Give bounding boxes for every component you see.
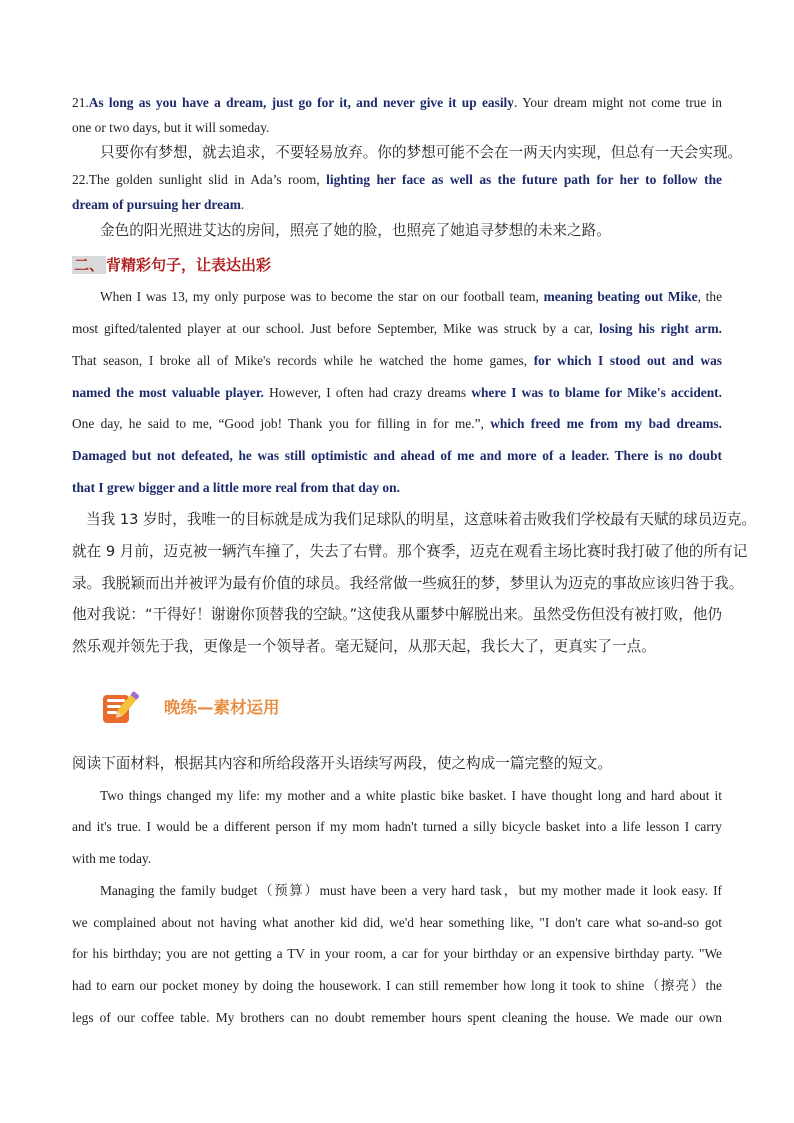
notebook-pencil-icon	[101, 688, 139, 726]
story-highlight: where I was to blame for Mike's accident.	[471, 385, 722, 400]
story-text: , the	[697, 289, 723, 304]
highlight-sentence: lighting her face as well as the future path for her to follow the	[326, 172, 722, 187]
passage-p2-line-2: we complained about not having what another kid did, we'd hear something like, "I don't care what so-and-so got	[72, 915, 722, 930]
story-zh-line-1: 当我 13 岁时，我唯一的目标就是成为我们足球队的明星，这意味着击败我们学校最有天赋的球员迈克。	[86, 511, 756, 528]
passage-p1-line-3: with me today.	[72, 851, 152, 866]
passage-p1-line-1: Two things changed my life: my mother and a white plastic bike basket. I have thought long and hard about it	[100, 788, 722, 803]
story-highlight: for which I stood out and was	[533, 353, 722, 368]
passage-p2-line-3: for his birthday; you are not getting a TV in your room, a car for your birthday or an expensive birthday party. "We	[72, 946, 722, 961]
story-zh-line-2: 就在 9 月前，迈克被一辆汽车撞了，失去了右臂。那个赛季，迈克在观看主场比赛时我打破了他的所有记	[72, 543, 748, 560]
item-22-line-1	[72, 170, 722, 190]
story-text: However, I often had crazy dreams	[263, 385, 472, 400]
story-text: That season, I broke all of Mike's records while he watched the home games,	[72, 353, 534, 368]
sentence-text: . Your dream might not come true in	[513, 95, 722, 110]
story-highlight: that I grew bigger and a little more real from that day on.	[72, 480, 400, 495]
story-zh-line-3: 录。我脱颖而出并被评为最有价值的球员。我经常做一些疯狂的梦，梦里认为迈克的事故应该归咎于我。	[72, 575, 744, 592]
section-heading	[72, 254, 271, 278]
story-line-1	[100, 287, 722, 307]
story-line-5	[72, 414, 722, 434]
story-highlight: meaning beating out Mike	[543, 289, 698, 304]
passage-p1-line-2: and it's true. I would be a different person if my mom hadn't turned a silly bicycle basket into a life lesson I carry	[72, 819, 722, 834]
item-21-line-2: one or two days, but it will someday.	[72, 120, 270, 135]
story-line-4	[72, 383, 722, 403]
item-21-translation: 只要你有梦想，就去追求，不要轻易放弃。你的梦想可能不会在一两天内实现，但总有一天会实现。	[100, 144, 743, 161]
story-highlight: named the most valuable player.	[72, 385, 264, 400]
sentence-text: The golden sunlight slid in Ada’s room,	[88, 172, 327, 187]
story-zh-line-4: 他对我说：“干得好！谢谢你顶替我的空缺。”这使我从噩梦中解脱出来。虽然受伤但没有被打败，他仍	[72, 606, 722, 623]
story-zh-line-5: 然乐观并领先于我，更像是一个领导者。毫无疑问，从那天起，我长大了，更真实了一点。	[72, 638, 656, 655]
story-highlight: Damaged but not defeated, he was still optimistic and ahead of me and more of a leader. There is no doubt	[72, 448, 722, 463]
instruction-text: 阅读下面材料，根据其内容和所给段落开头语续写两段，使之构成一篇完整的短文。	[72, 755, 612, 772]
item-22-translation: 金色的阳光照进艾达的房间，照亮了她的脸，也照亮了她追寻梦想的未来之路。	[100, 222, 611, 239]
item-21-line-1	[72, 93, 722, 113]
story-text: When I was 13, my only purpose was to become the star on our football team,	[100, 289, 544, 304]
story-text: most gifted/talented player at our school. Just before September, Mike was struck by a car,	[72, 321, 599, 336]
story-line-2	[72, 319, 722, 339]
story-line-7	[72, 478, 722, 498]
passage-p2-line-1: Managing the family budget（预算）must have been a very hard task，but my mother made it look easy. If	[100, 883, 722, 898]
story-highlight: which freed me from my bad dreams.	[490, 416, 722, 431]
story-line-6	[72, 446, 722, 466]
story-text: One day, he said to me, “Good job! Thank you for filling in for me.”,	[72, 416, 491, 431]
item-number: 22.	[72, 172, 89, 187]
sentence-text: .	[240, 197, 245, 212]
story-highlight: losing his right arm.	[598, 321, 722, 336]
section-number: 二、	[74, 256, 105, 274]
highlight-sentence: As long as you have a dream, just go for it, and never give it up easily	[88, 95, 514, 110]
night-practice-title: 晚练—素材运用	[164, 698, 280, 717]
section-title: 背精彩句子，让表达出彩	[106, 256, 272, 274]
passage-p2-line-5: legs of our coffee table. My brothers can no doubt remember hours spent cleaning the house. We made our own	[72, 1010, 722, 1025]
highlight-sentence: dream of pursuing her dream	[72, 197, 241, 212]
story-line-3	[72, 351, 722, 371]
item-22-line-2	[72, 195, 722, 215]
item-number: 21.	[72, 95, 89, 110]
passage-p2-line-4: had to earn our pocket money by doing the housework. I can still remember how long it took to shine（擦亮）the	[72, 978, 722, 993]
